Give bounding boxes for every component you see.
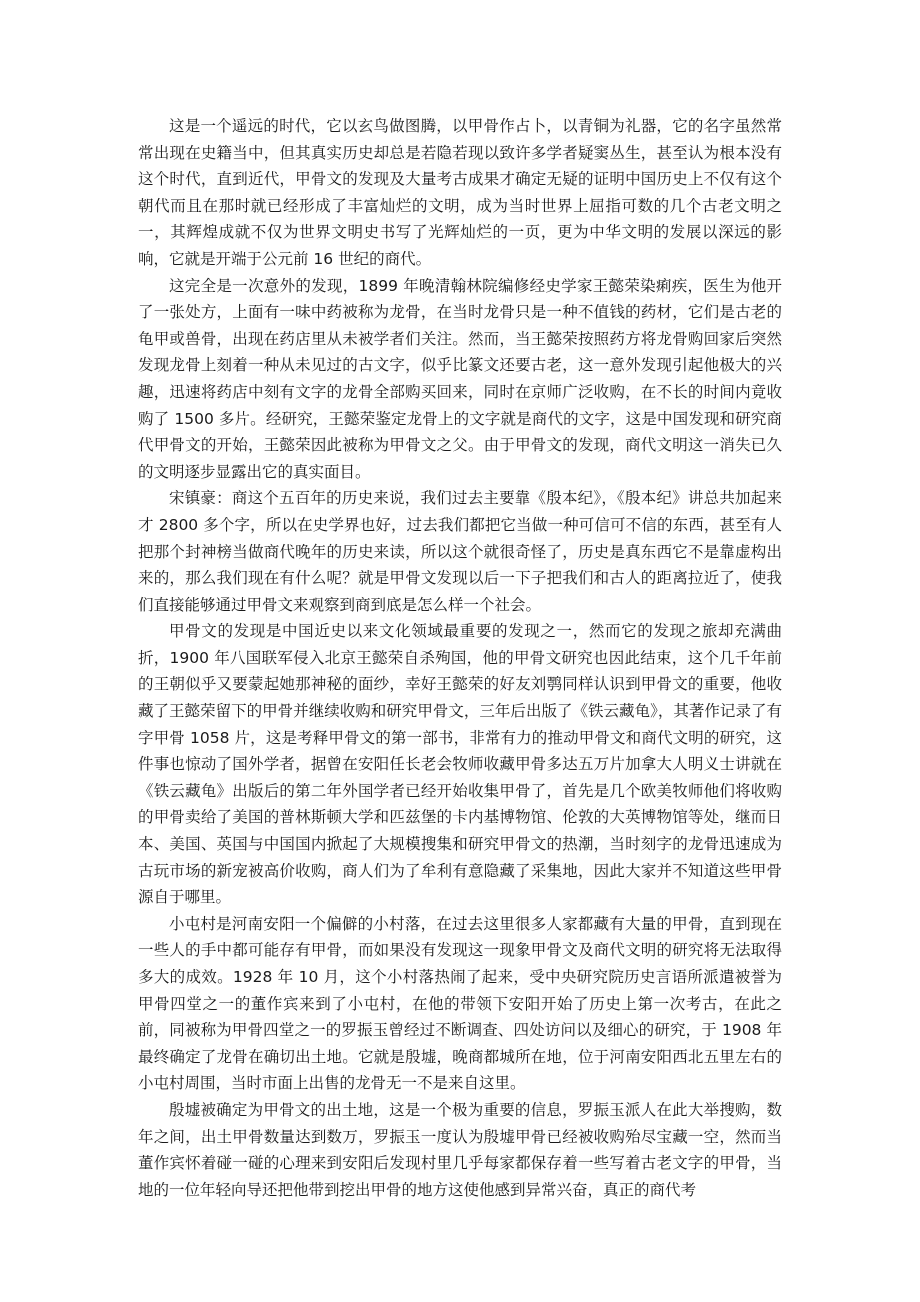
paragraph-yinxu: 殷墟被确定为甲骨文的出土地，这是一个极为重要的信息，罗振玉派人在此大举搜购，数年之间，出土甲骨数量达到数万，罗振玉一度认为殷墟甲骨已经被收购殆尽宝藏一空，然而当董作宾怀着碰一碰的心理来到安阳后发现村里几乎每家都保存着一些写着古老文字的甲骨，当地的一位年轻向导还把他带到挖出甲骨的地方这使他感到异常兴奋，真正的商代考 <box>138 1100 782 1199</box>
paragraph-xiaotun: 小屯村是河南安阳一个偏僻的小村落，在过去这里很多人家都藏有大量的甲骨，直到现在一些人的手中都可能存有甲骨，而如果没有发现这一现象甲骨文及商代文明的研究将无法取得多大的成效。1928 年 10 月，这个小村落热闹了起来，受中央研究院历史言语所派遣被誉为甲骨四堂之一的董作宾来到了小屯村，在他的带领下安阳开始了历史上第一次考古，在此之前，同被称为甲骨四堂之一的罗振玉曾经过不断调查、四处访问以及细心的研究，于 1908 年最终确定了龙骨在确切出土地。它就是殷墟，晚商都城所在地，位于河南安阳西北五里左右的小屯村周围，当时市面上出售的龙骨无一不是来自这里。 <box>138 914 782 1093</box>
paragraph-quote: 宋镇豪：商这个五百年的历史来说，我们过去主要靠《殷本纪》，《殷本纪》讲总共加起来才 2800 多个字，所以在史学界也好，过去我们都把它当做一种可信可不信的东西，甚至有人把那个封神榜当做商代晚年的历史来读，所以这个就很奇怪了，历史是真东西它不是靠虚构出来的，那么我们现在有什么呢？就是甲骨文发现以后一下子把我们和古人的距离拉近了，使我们直接能够通过甲骨文来观察到商到底是怎么样一个社会。 <box>138 489 782 614</box>
paragraph-research: 甲骨文的发现是中国近史以来文化领域最重要的发现之一，然而它的发现之旅却充满曲折，1900 年八国联军侵入北京王懿荣自杀殉国，他的甲骨文研究也因此结束，这个几千年前的王朝似乎又要蒙起她那神秘的面纱，幸好王懿荣的好友刘鹗同样认识到甲骨文的重要，他收藏了王懿荣留下的甲骨并继续收购和研究甲骨文，三年后出版了《铁云藏龟》，其著作记录了有字甲骨 1058 片，这是考释甲骨文的第一部书，非常有力的推动甲骨文和商代文明的研究，这件事也惊动了国外学者，据曾在安阳任长老会牧师收藏甲骨多达五万片加拿大人明义士讲就在《铁云藏龟》出版后的第二年外国学者已经开始收集甲骨了，首先是几个欧美牧师他们将收购的甲骨卖给了美国的普林斯顿大学和匹兹堡的卡内基博物馆、伦敦的大英博物馆等处，继而日本、美国、英国与中国国内掀起了大规模搜集和研究甲骨文的热潮，当时刻字的龙骨迅速成为古玩市场的新宠被高价收购，商人们为了牟利有意隐藏了采集地，因此大家并不知道这些甲骨源自于哪里。 <box>138 622 782 907</box>
paragraph-discovery: 这完全是一次意外的发现，1899 年晚清翰林院编修经史学家王懿荣染痢疾，医生为他开了一张处方，上面有一味中药被称为龙骨，在当时龙骨只是一种不值钱的药材，它们是古老的龟甲或兽骨，出现在药店里从未被学者们关注。然而，当王懿荣按照药方将龙骨购回家后突然发现龙骨上刻着一种从未见过的古文字，似乎比篆文还要古老，这一意外发现引起他极大的兴趣，迅速将药店中刻有文字的龙骨全部购买回来，同时在京师广泛收购，在不长的时间内竟收购了 1500 多片。经研究，王懿荣鉴定龙骨上的文字就是商代的文字，这是中国发现和研究商代甲骨文的开始，王懿荣因此被称为甲骨文之父。由于甲骨文的发现，商代文明这一消失已久的文明逐步显露出它的真实面目。 <box>138 276 782 481</box>
paragraph-intro: 这是一个遥远的时代，它以玄鸟做图腾，以甲骨作占卜，以青铜为礼器，它的名字虽然常常出现在史籍当中，但其真实历史却总是若隐若现以致许多学者疑窦丛生，甚至认为根本没有这个时代，直到近代，甲骨文的发现及大量考古成果才确定无疑的证明中国历史上不仅有这个朝代而且在那时就已经形成了丰富灿烂的文明，成为当时世界上屈指可数的几个古老文明之一，其辉煌成就不仅为世界文明史书写了光辉灿烂的一页，更为中华文明的发展以深远的影响，它就是开端于公元前 16 世纪的商代。 <box>138 117 782 268</box>
document-page <box>138 113 782 1203</box>
